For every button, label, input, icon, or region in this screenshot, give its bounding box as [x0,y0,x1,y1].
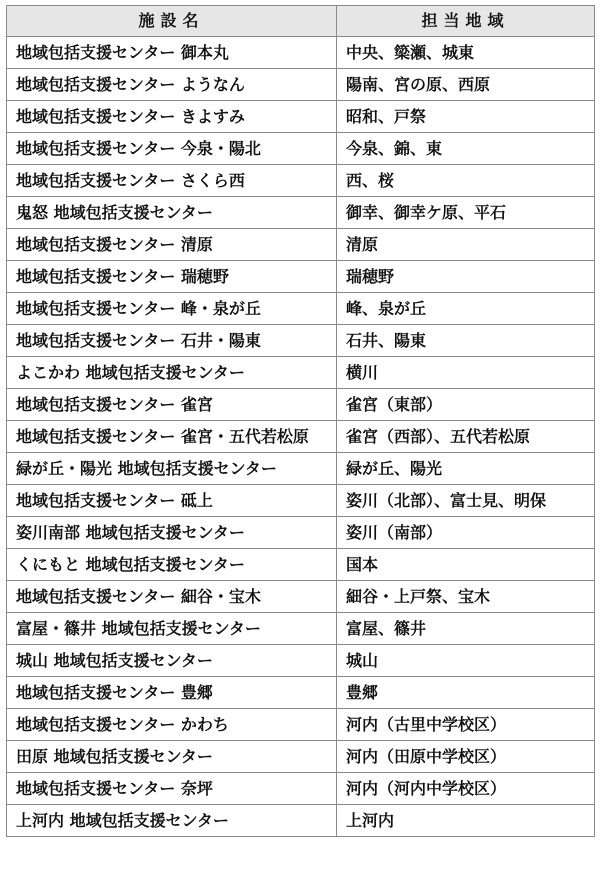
area-cell: 今泉、錦、東 [337,133,595,165]
table-row [7,69,595,101]
facility-name-cell: 地域包括支援センター 峰・泉が丘 [7,293,337,325]
table-row [7,581,595,613]
facility-area-table [6,5,595,837]
table-row [7,549,595,581]
facility-name-cell: 田原 地域包括支援センター [7,741,337,773]
table-row [7,229,595,261]
area-cell: 国本 [337,549,595,581]
facility-name-cell: 地域包括支援センター 豊郷 [7,677,337,709]
area-cell: 瑞穂野 [337,261,595,293]
area-cell: 豊郷 [337,677,595,709]
table-row [7,37,595,69]
area-cell: 雀宮（東部） [337,389,595,421]
area-cell: 清原 [337,229,595,261]
table-row [7,261,595,293]
table-row [7,293,595,325]
facility-name-cell: 緑が丘・陽光 地域包括支援センター [7,453,337,485]
area-cell: 御幸、御幸ケ原、平石 [337,197,595,229]
facility-name-cell: くにもと 地域包括支援センター [7,549,337,581]
area-cell: 横川 [337,357,595,389]
area-cell: 姿川（北部）、富士見、明保 [337,485,595,517]
area-cell: 中央、簗瀬、城東 [337,37,595,69]
area-cell: 上河内 [337,805,595,837]
area-cell: 城山 [337,645,595,677]
facility-name-cell: 鬼怒 地域包括支援センター [7,197,337,229]
facility-name-cell: 地域包括支援センター さくら西 [7,165,337,197]
facility-name-cell: 地域包括支援センター 奈坪 [7,773,337,805]
table-row [7,325,595,357]
area-cell: 富屋、篠井 [337,613,595,645]
table-row [7,677,595,709]
area-cell: 緑が丘、陽光 [337,453,595,485]
table-row [7,709,595,741]
facility-name-cell: 地域包括支援センター 瑞穂野 [7,261,337,293]
area-cell: 石井、陽東 [337,325,595,357]
table-row [7,773,595,805]
header-row [7,6,595,37]
area-cell: 西、桜 [337,165,595,197]
area-cell: 姿川（南部） [337,517,595,549]
table-row [7,133,595,165]
facility-name-cell: 地域包括支援センター きよすみ [7,101,337,133]
table-row [7,613,595,645]
facility-name-cell: 地域包括支援センター 雀宮・五代若松原 [7,421,337,453]
area-cell: 細谷・上戸祭、宝木 [337,581,595,613]
table-row [7,197,595,229]
area-cell: 陽南、宮の原、西原 [337,69,595,101]
facility-name-cell: 富屋・篠井 地域包括支援センター [7,613,337,645]
area-cell: 峰、泉が丘 [337,293,595,325]
table-row [7,485,595,517]
table-row [7,101,595,133]
table-row [7,741,595,773]
facility-name-cell: 姿川南部 地域包括支援センター [7,517,337,549]
facility-name-cell: 上河内 地域包括支援センター [7,805,337,837]
facility-name-cell: 地域包括支援センター 砥上 [7,485,337,517]
table-row [7,453,595,485]
table-row [7,357,595,389]
table-row [7,645,595,677]
table-row [7,389,595,421]
facility-name-cell: 地域包括支援センター かわち [7,709,337,741]
header-area: 担当地域 [337,6,595,37]
area-cell: 河内（古里中学校区） [337,709,595,741]
area-cell: 河内（田原中学校区） [337,741,595,773]
table-row [7,421,595,453]
table-row [7,165,595,197]
facility-name-cell: 地域包括支援センター 細谷・宝木 [7,581,337,613]
table-row [7,517,595,549]
facility-name-cell: 地域包括支援センター 御本丸 [7,37,337,69]
facility-name-cell: 地域包括支援センター 清原 [7,229,337,261]
facility-name-cell: 地域包括支援センター 石井・陽東 [7,325,337,357]
facility-name-cell: よこかわ 地域包括支援センター [7,357,337,389]
area-cell: 昭和、戸祭 [337,101,595,133]
facility-name-cell: 城山 地域包括支援センター [7,645,337,677]
table-body [7,37,595,837]
table-row [7,805,595,837]
facility-name-cell: 地域包括支援センター ようなん [7,69,337,101]
area-cell: 河内（河内中学校区） [337,773,595,805]
facility-name-cell: 地域包括支援センター 今泉・陽北 [7,133,337,165]
table-header [7,6,595,37]
area-cell: 雀宮（西部）、五代若松原 [337,421,595,453]
facility-name-cell: 地域包括支援センター 雀宮 [7,389,337,421]
header-facility-name: 施設名 [7,6,337,37]
